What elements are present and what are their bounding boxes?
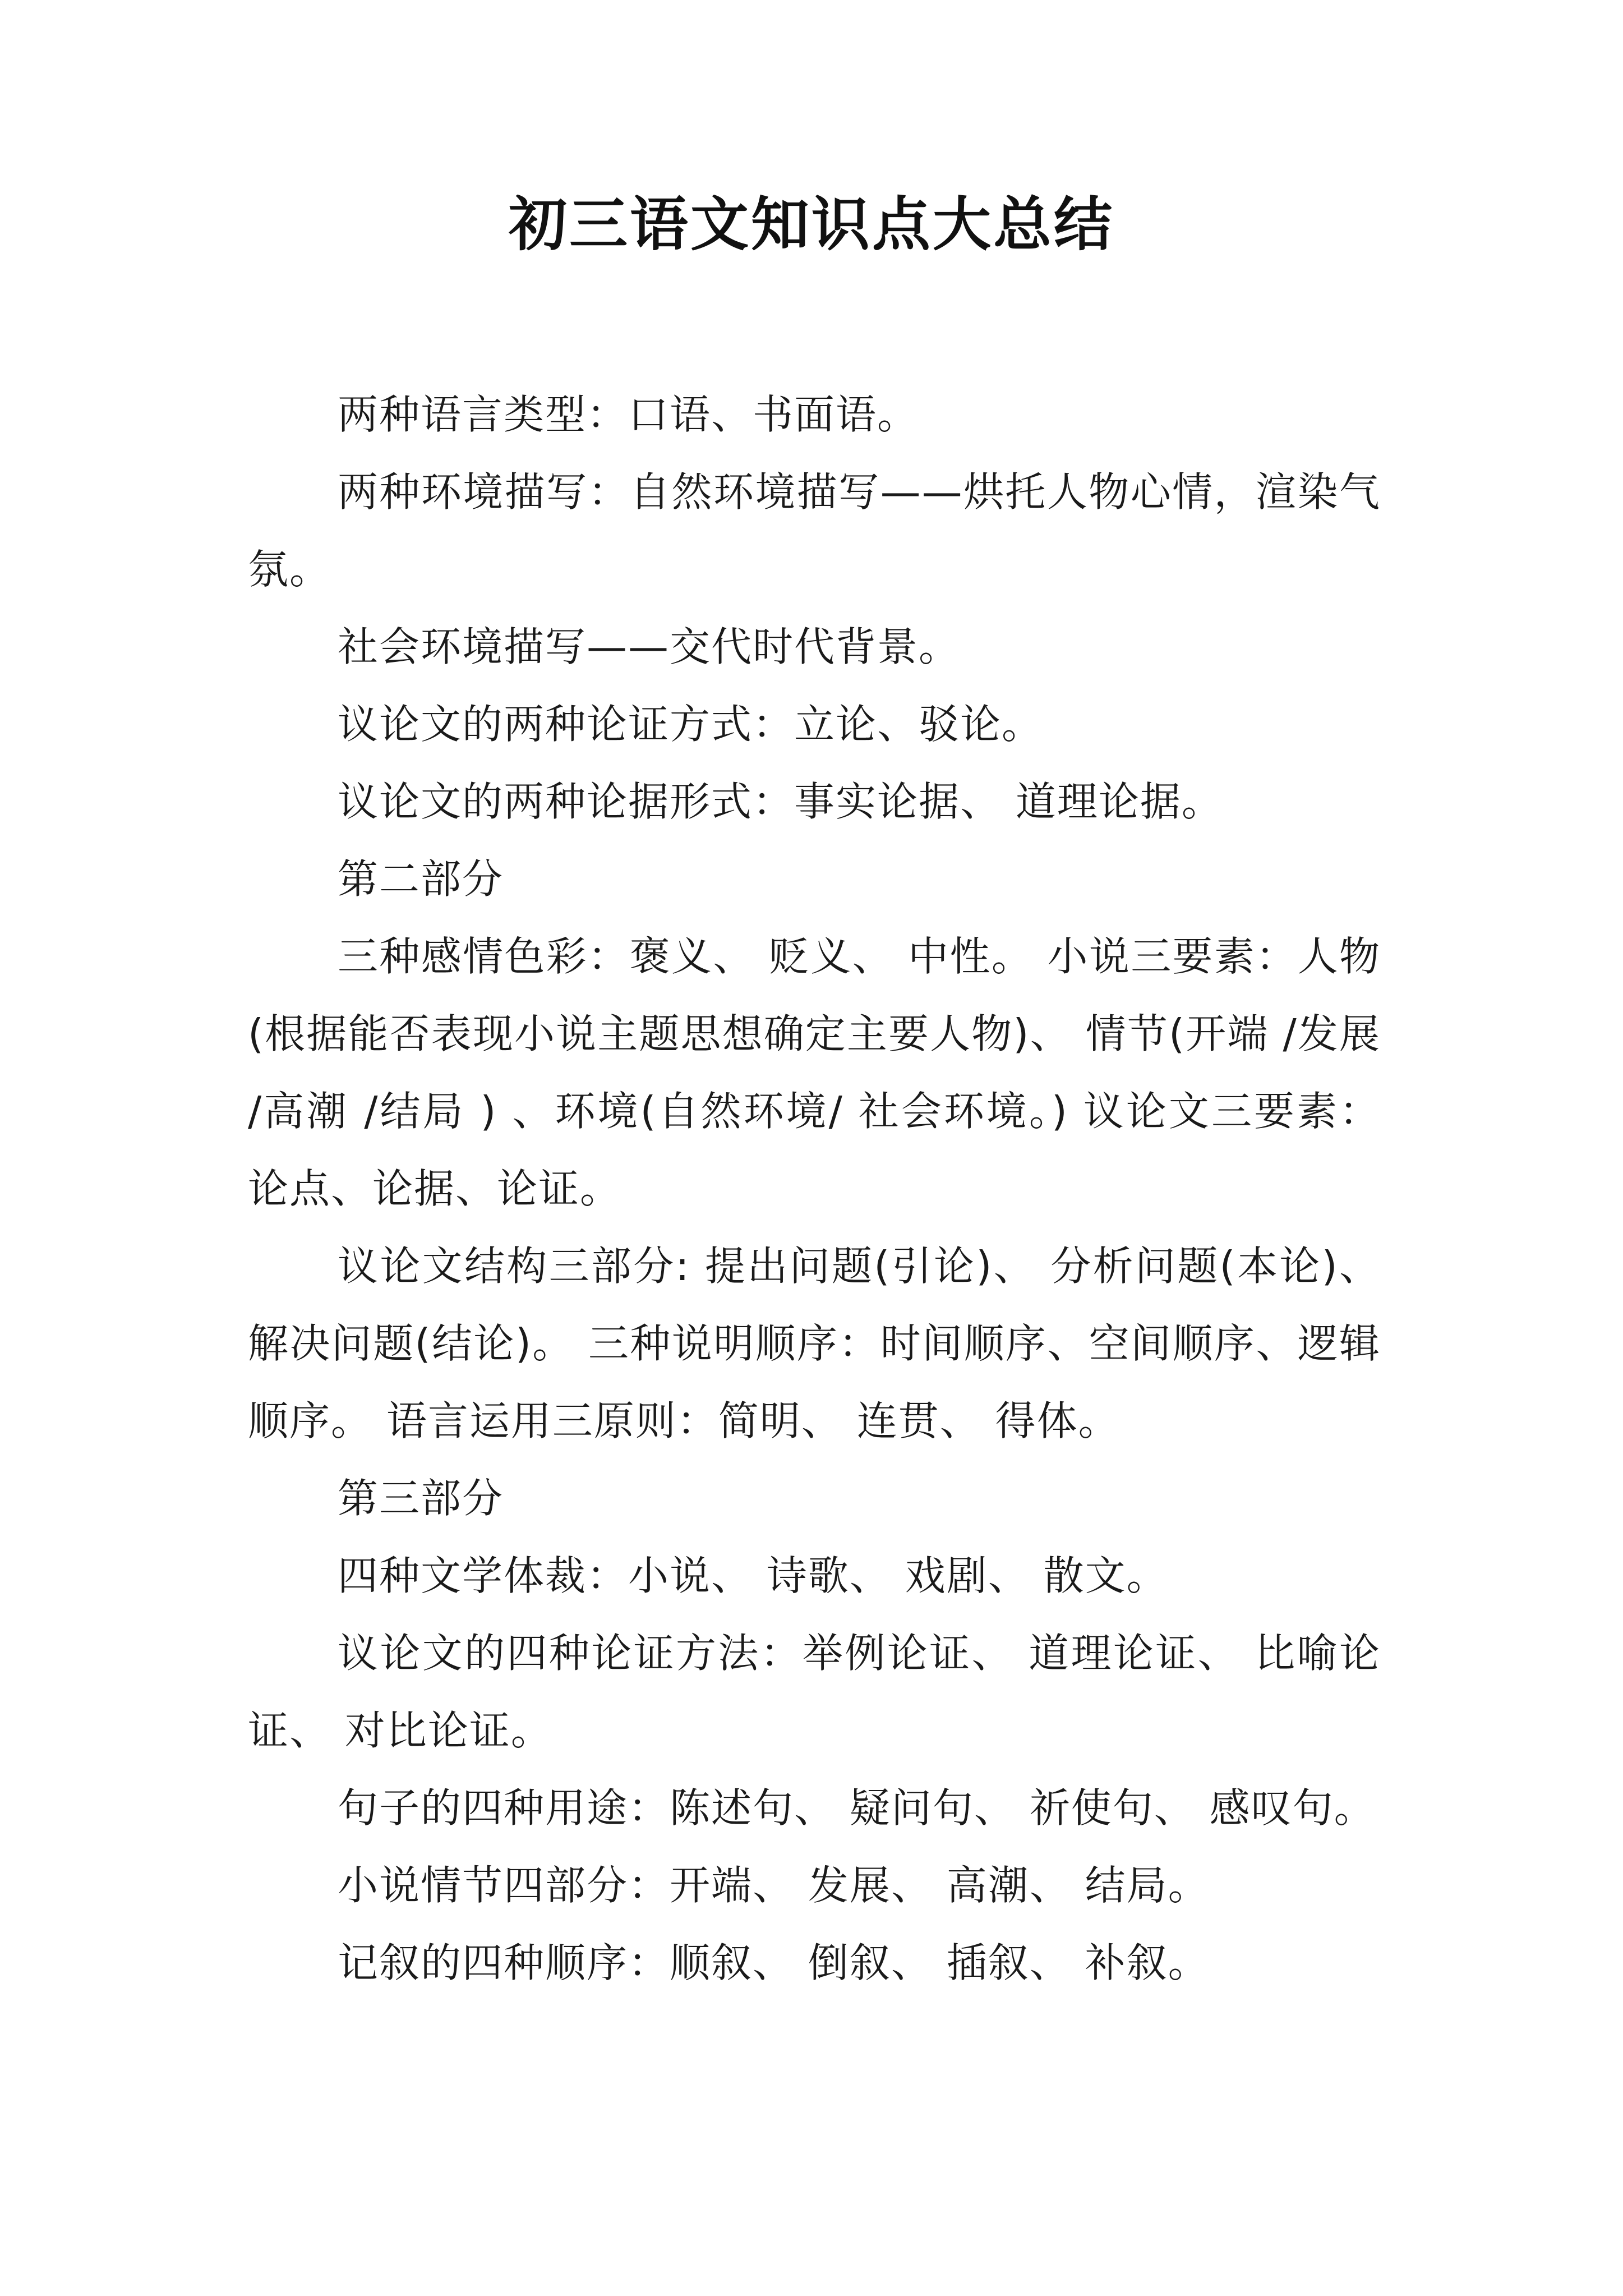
paragraph: 议论文的两种论证方式：立论、驳论。	[338, 701, 1044, 748]
paragraph: 三种感情色彩：褒义、 贬义、 中性。 小说三要素：人物(根据能否表现小说主题思想确定主要人物)、 情节(开端 /发展 /高潮 /结局 ) 、环境(自然环境/ 社会环境。) 议论文三要素：论点、论据、论证。	[248, 933, 1381, 1212]
section-heading: 第三部分	[338, 1475, 504, 1522]
paragraph: 四种文学体裁：小说、 诗歌、 戏剧、 散文。	[338, 1552, 1168, 1599]
document-body	[248, 376, 1381, 2001]
paragraph: 句子的四种用途：陈述句、 疑问句、 祈使句、 感叹句。	[338, 1784, 1376, 1832]
paragraph: 议论文结构三部分: 提出问题(引论)、 分析问题(本论)、解决问题(结论)。 三种说明顺序：时间顺序、空间顺序、逻辑顺序。 语言运用三原则：简明、 连贯、 得体。	[248, 1243, 1381, 1444]
paragraph: 议论文的两种论据形式：事实论据、 道理论据。	[338, 778, 1223, 825]
document-title: 初三语文知识点大总结	[508, 190, 1114, 259]
section-heading: 第二部分	[338, 855, 504, 903]
paragraph: 小说情节四部分：开端、 发展、 高潮、 结局。	[338, 1862, 1210, 1909]
paragraph: 议论文的四种论证方法：举例论证、 道理论证、 比喻论证、 对比论证。	[248, 1630, 1381, 1754]
paragraph: 两种语言类型：口语、书面语。	[338, 391, 919, 438]
paragraph: 两种环境描写：自然环境描写——烘托人物心情，渲染气氛。	[248, 468, 1381, 593]
paragraph: 社会环境描写——交代时代背景。	[338, 623, 961, 670]
paragraph: 记叙的四种顺序：顺叙、 倒叙、 插叙、 补叙。	[338, 1939, 1210, 1986]
